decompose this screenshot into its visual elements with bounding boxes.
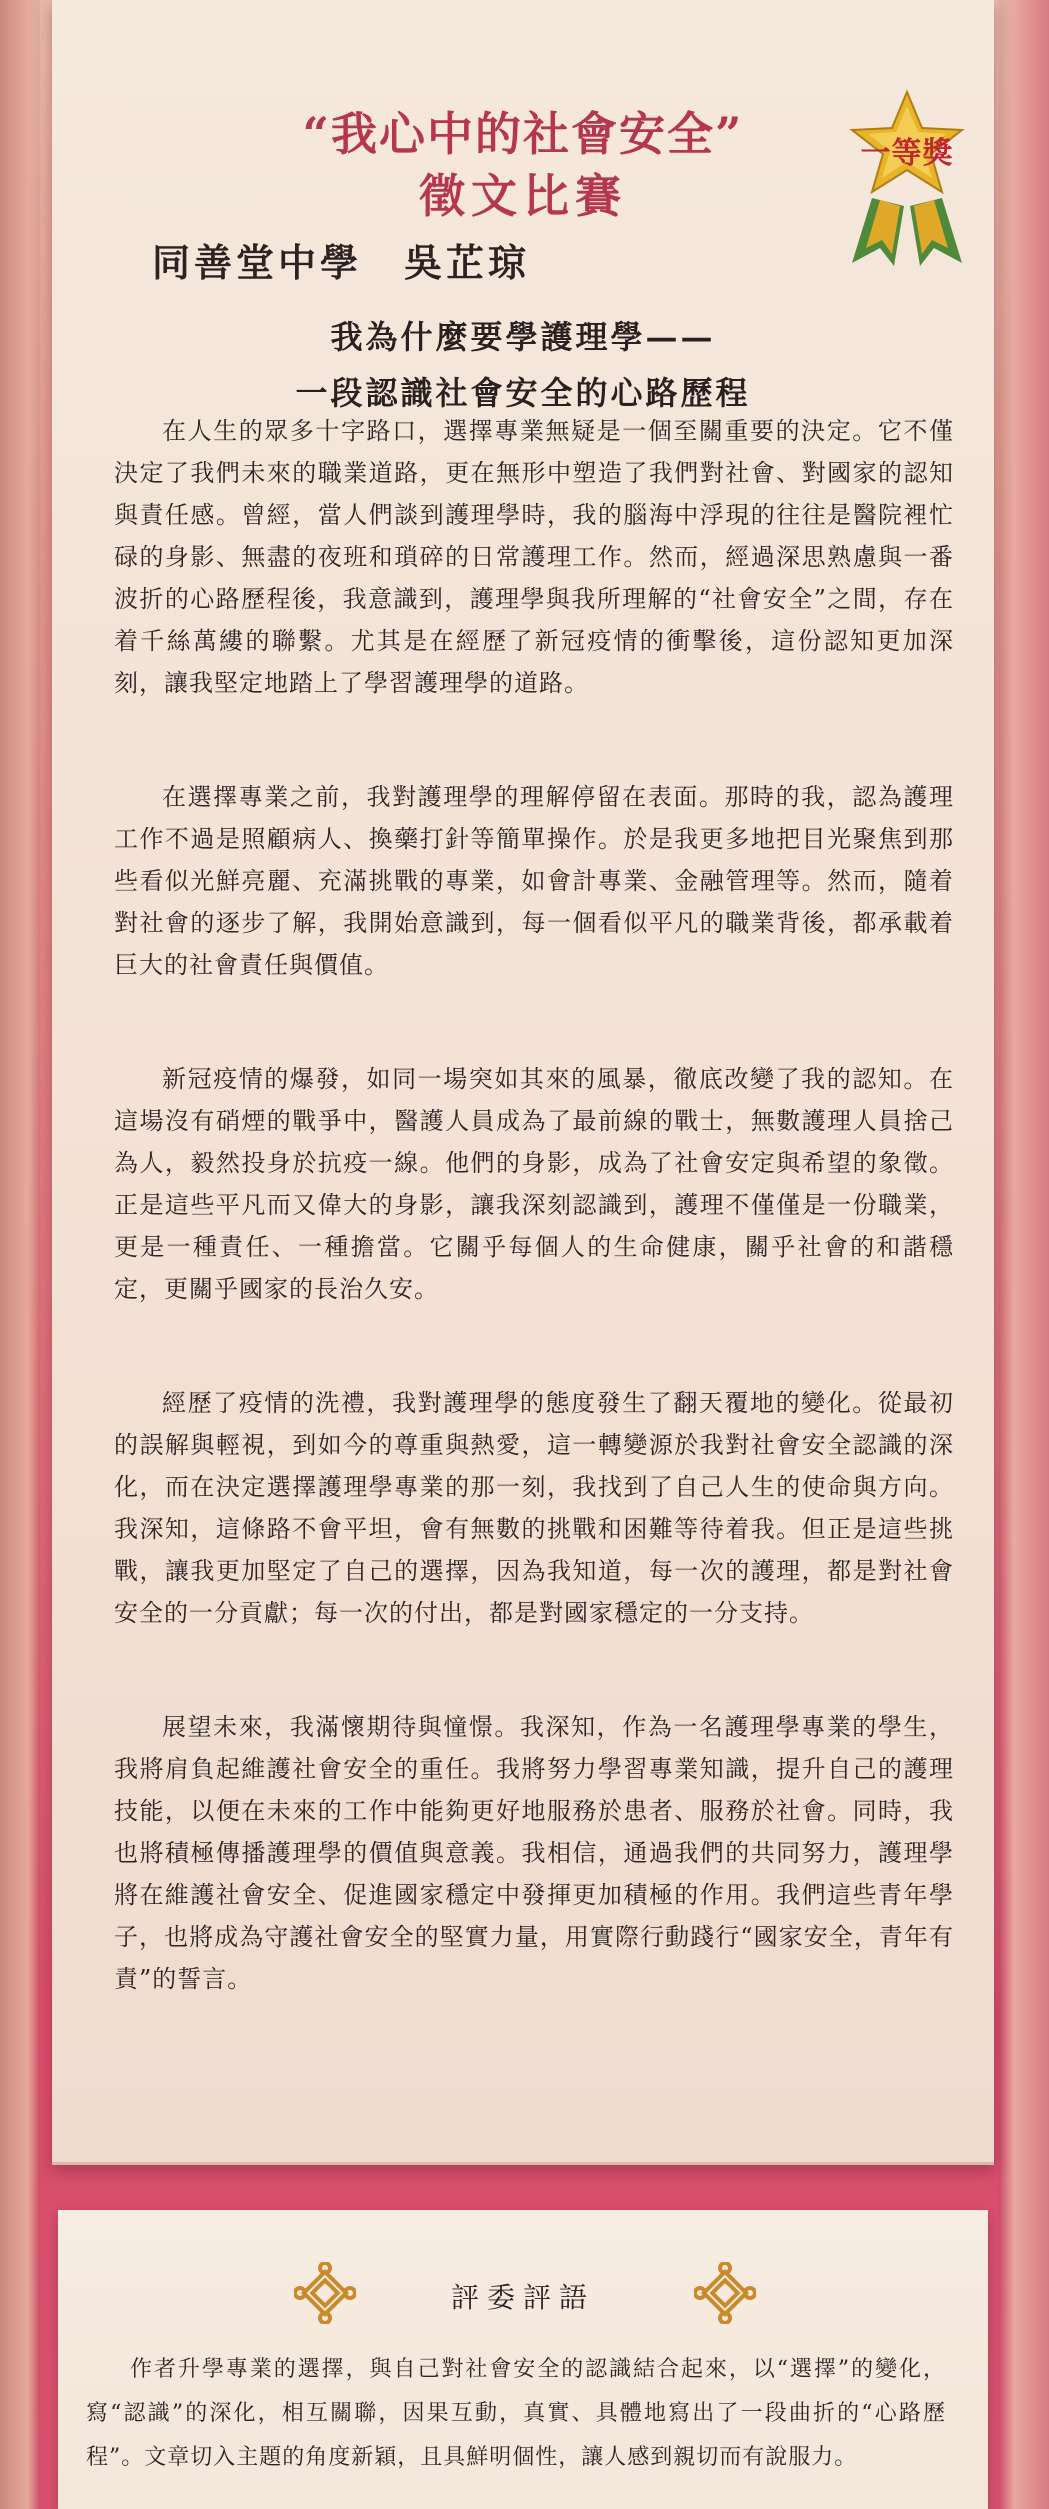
essay-paragraph: 新冠疫情的爆發，如同一場突如其來的風暴，徹底改變了我的認知。在這場沒有硝煙的戰爭中，醫護人員成為了最前線的戰士，無數護理人員捨己為人，毅然投身於抗疫一線。他們的身影，成為了社會安定與希望的象徵。正是這些平凡而又偉大的身影，讓我深刻認識到，護理不僅僅是一份職業，更是一種責任、一種擔當。它關乎每個人的生命健康，關乎社會的和諧穩定，更關乎國家的長治久安。 [114,1065,954,1303]
award-label: 一等獎 [860,136,954,171]
essay-body [114,410,954,2072]
author-line: 同善堂中學 吳芷琼 [152,240,531,285]
essay-paragraph: 在人生的眾多十字路口，選擇專業無疑是一個至關重要的決定。它不僅決定了我們未來的職業道路，更在無形中塑造了我們對社會、對國家的認知與責任感。曾經，當人們談到護理學時，我的腦海中浮現的往往是醫院裡忙碌的身影、無盡的夜班和瑣碎的日常護理工作。然而，經過深思熟慮與一番波折的心路歷程後，我意識到，護理學與我所理解的“社會安全”之間，存在着千絲萬縷的聯繫。尤其是在經歷了新冠疫情的衝擊後，這份認知更加深刻，讓我堅定地踏上了學習護理學的道路。 [114,417,954,697]
essay-title-line2: 一段認識社會安全的心路歷程 [295,374,751,412]
essay-title-line1: 我為什麼要學護理學—— [330,318,716,356]
competition-title-line2: 徵文比賽 [419,169,627,223]
essay-paragraph: 展望未來，我滿懷期待與憧憬。我深知，作為一名護理學專業的學生，我將肩負起維護社會安全的重任。我將努力學習專業知識，提升自己的護理技能，以便在未來的工作中能夠更好地服務於患者、服務於社會。同時，我也將積極傳播護理學的價值與意義。我相信，通過我們的共同努力，護理學將在維護社會安全、促進國家穩定中發揮更加積極的作用。我們這些青年學子，也將成為守護社會安全的堅實力量，用實際行動踐行“國家安全，青年有責”的誓言。 [114,1713,954,1993]
competition-title-line1: “我心中的社會安全” [302,107,744,161]
essay-paragraph: 經歷了疫情的洗禮，我對護理學的態度發生了翻天覆地的變化。從最初的誤解與輕視，到如今的尊重與熱愛，這一轉變源於我對社會安全認識的深化，而在決定選擇護理學專業的那一刻，我找到了自己人生的使命與方向。我深知，這條路不會平坦，會有無數的挑戰和困難等待着我。但正是這些挑戰，讓我更加堅定了自己的選擇，因為我知道，每一次的護理，都是對社會安全的一分貢獻；每一次的付出，都是對國家穩定的一分支持。 [114,1389,954,1627]
frame-edge-left [0,0,40,2509]
judges-comment-text: 作者升學專業的選擇，與自己對社會安全的認識結合起來，以“選擇”的變化，寫“認識”的深化，相互關聯，因果互動，真實、具體地寫出了一段曲折的“心路歷程”。文章切入主題的角度新穎，且具鮮明個性，讓人感到親切而有說服力。 [86,2357,946,2470]
judges-comment-box [58,2210,988,2509]
award-medal-icon [832,88,982,268]
frame-edge-right [999,0,1049,2509]
essay-paragraph: 在選擇專業之前，我對護理學的理解停留在表面。那時的我，認為護理工作不過是照顧病人、換藥打針等簡單操作。於是我更多地把目光聚焦到那些看似光鮮亮麗、充滿挑戰的專業，如會計專業、金融管理等。然而，隨着對社會的逐步了解，我開始意識到，每一個看似平凡的職業背後，都承載着巨大的社會責任與價值。 [114,783,954,979]
essay-board [52,0,994,2165]
judges-comment-title: 評委評語 [450,2281,595,2314]
